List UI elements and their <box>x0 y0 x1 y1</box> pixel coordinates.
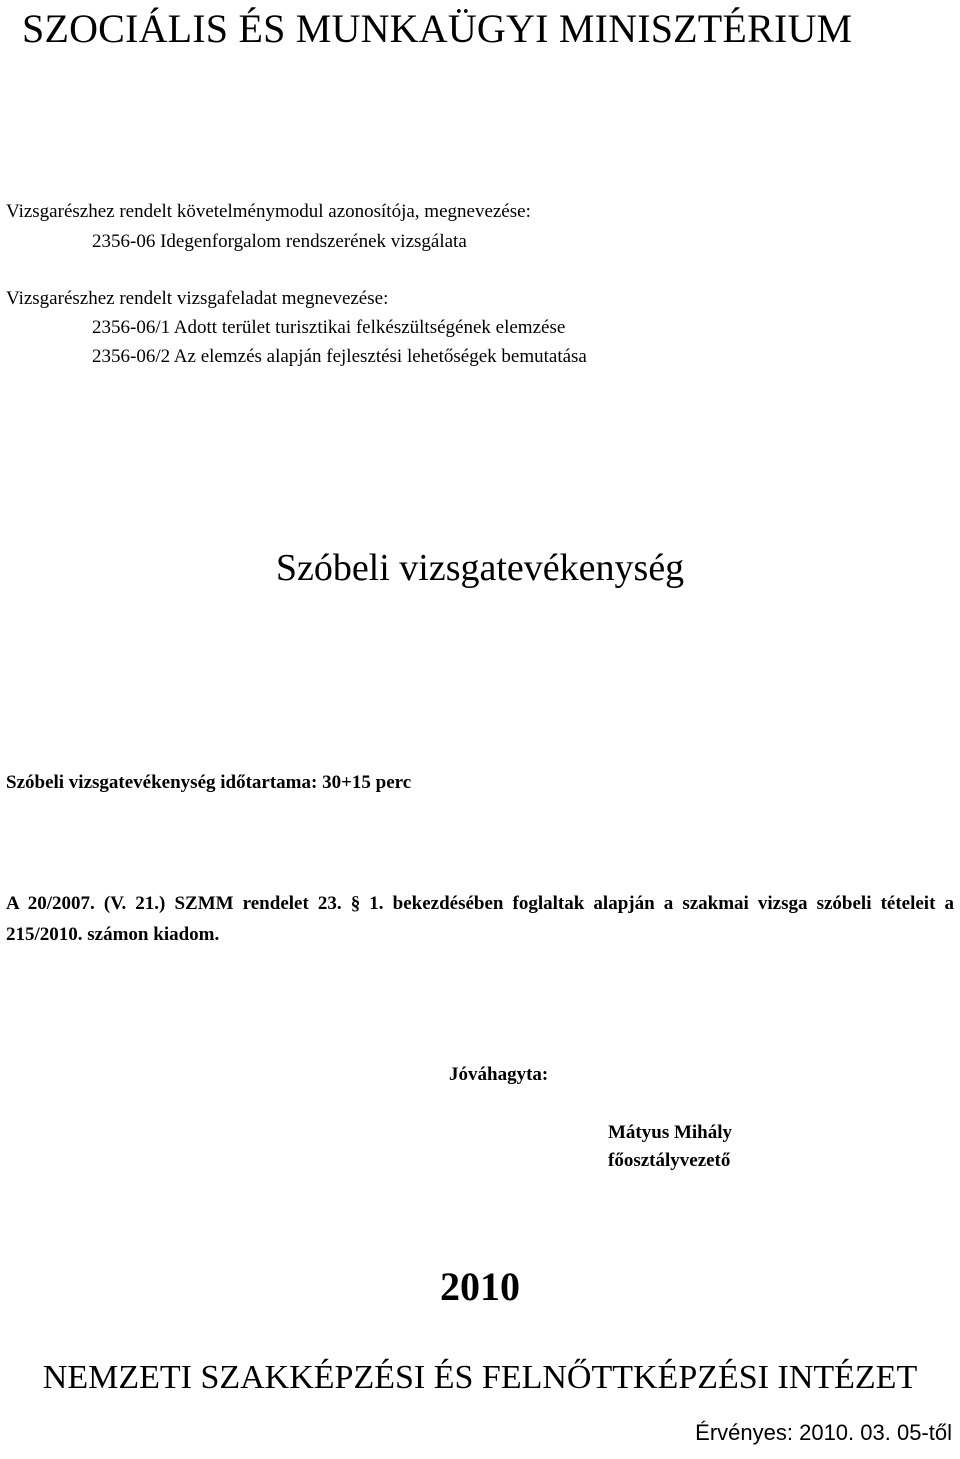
approval-label: Jóváhagyta: <box>449 1064 549 1085</box>
task-item: 2356-06/1 Adott terület turisztikai felkészültségének elemzése <box>92 317 566 338</box>
task-label: Vizsgarészhez rendelt vizsgafeladat megnevezése: <box>6 288 389 309</box>
decree-paragraph: A 20/2007. (V. 21.) SZMM rendelet 23. § 1. bekezdésében foglaltak alapján a szakmai vizsga szóbeli tételeit a 215/2010. számon kiadom. <box>6 893 954 945</box>
ministry-title: SZOCIÁLIS ÉS MUNKAÜGYI MINISZTÉRIUM <box>22 6 853 51</box>
institute-name: NEMZETI SZAKKÉPZÉSI ÉS FELNŐTTKÉPZÉSI INTÉZET <box>42 1359 918 1396</box>
task-item: 2356-06/2 Az elemzés alapján fejlesztési lehetőségek bemutatása <box>92 346 587 367</box>
module-value: 2356-06 Idegenforgalom rendszerének vizsgálata <box>92 231 467 252</box>
section-title: Szóbeli vizsgatevékenység <box>275 547 685 589</box>
module-label: Vizsgarészhez rendelt követelménymodul azonosítója, megnevezése: <box>6 201 531 222</box>
signer-title: főosztályvezető <box>608 1150 731 1171</box>
signer-name: Mátyus Mihály <box>608 1122 733 1143</box>
document-year: 2010 <box>440 1264 520 1309</box>
exam-duration: Szóbeli vizsgatevékenység időtartama: 30+15 perc <box>6 772 412 793</box>
validity-date: Érvényes: 2010. 03. 05-től <box>695 1420 952 1445</box>
